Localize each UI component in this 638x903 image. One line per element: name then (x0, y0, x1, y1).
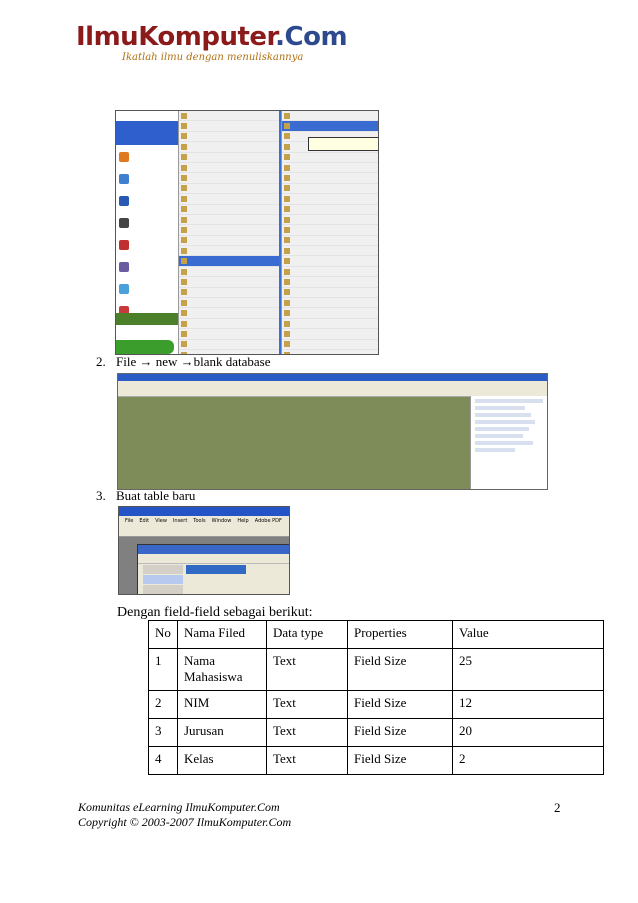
step-text: Buat table baru (116, 488, 196, 503)
menu-row (179, 173, 279, 183)
program-icon (284, 300, 290, 306)
menu-row (179, 256, 279, 266)
program-icon (181, 206, 187, 212)
menu-adobe-pdf: Adobe PDF (254, 518, 282, 524)
footer-community: Komunitas eLearning IlmuKomputer.Com (78, 800, 280, 814)
menu-row (282, 319, 379, 329)
cell-properties: Field Size (348, 719, 453, 747)
site-logo (76, 22, 347, 64)
header-value: Value (453, 621, 604, 649)
app-icon (119, 152, 129, 162)
cell-no: 1 (149, 649, 178, 691)
header-field-name: Nama Filed (178, 621, 267, 649)
program-icon (284, 352, 290, 355)
table-intro: Dengan field-field sebagai berikut: (117, 605, 313, 620)
program-icon (181, 154, 187, 160)
app-icon (119, 196, 129, 206)
cell-properties: Field Size (348, 691, 453, 719)
app-icon (119, 284, 129, 294)
table-row (149, 747, 604, 775)
cell-properties: Field Size (348, 747, 453, 775)
pinned-item (116, 213, 178, 233)
app-icon (119, 240, 129, 250)
menu-row (179, 111, 279, 121)
menu-row (282, 205, 379, 215)
start-menu-pinned-list (116, 145, 178, 313)
tables-object (143, 575, 183, 584)
cell-value: 2 (453, 747, 604, 775)
menu-row (179, 308, 279, 318)
footer-copyright: Copyright © 2003-2007 IlmuKomputer.Com (78, 815, 292, 829)
program-icon (284, 289, 290, 295)
program-icon (284, 331, 290, 337)
menu-row (179, 340, 279, 350)
all-programs-bar (116, 313, 178, 325)
menu-row (282, 298, 379, 308)
program-icon (181, 237, 187, 243)
queries-object (143, 585, 183, 594)
program-icon (284, 175, 290, 181)
menu-row (179, 142, 279, 152)
new-file-task-pane (470, 396, 547, 489)
step-3 (96, 488, 195, 503)
logo-tagline: Ikatlah ilmu dengan menuliskannya (122, 52, 304, 63)
menu-view: View (155, 518, 167, 524)
create-table-options (186, 565, 286, 595)
program-icon (181, 248, 187, 254)
menu-row (282, 184, 379, 194)
menu-row (179, 153, 279, 163)
header-data-type: Data type (267, 621, 348, 649)
program-icon (284, 185, 290, 191)
program-icon (284, 206, 290, 212)
program-icon (284, 341, 290, 347)
menu-row (282, 288, 379, 298)
program-icon (181, 279, 187, 285)
page-footer (78, 800, 291, 830)
programs-submenu (178, 111, 279, 354)
menu-row (179, 163, 279, 173)
option-row (186, 585, 286, 594)
menu-row (179, 246, 279, 256)
header-no: No (149, 621, 178, 649)
pinned-item (116, 279, 178, 299)
menu-tools: Tools (193, 518, 206, 524)
menu-window: Window (211, 518, 232, 524)
window-titlebar (118, 374, 547, 381)
cell-field-name: Jurusan (178, 719, 267, 747)
cell-field-name: Kelas (178, 747, 267, 775)
menu-row (282, 267, 379, 277)
pane-row (475, 448, 515, 452)
menu-row (179, 288, 279, 298)
menu-row (179, 225, 279, 235)
menu-row (282, 173, 379, 183)
cell-field-name: NIM (178, 691, 267, 719)
program-icon (181, 133, 187, 139)
menu-row (179, 132, 279, 142)
cell-data-type: Text (267, 747, 348, 775)
menu-file: File (125, 518, 134, 524)
pane-row (475, 427, 529, 431)
field-table (148, 620, 604, 775)
menu-row (179, 236, 279, 246)
step-number: 2. (96, 354, 106, 369)
program-icon (284, 217, 290, 223)
program-icon (284, 165, 290, 171)
step-number: 3. (96, 488, 106, 503)
cell-data-type: Text (267, 691, 348, 719)
menu-row (179, 215, 279, 225)
cell-no: 2 (149, 691, 178, 719)
pinned-item (116, 169, 178, 189)
program-icon (181, 185, 187, 191)
menu-row (179, 194, 279, 204)
app-icon (119, 262, 129, 272)
pinned-item (116, 235, 178, 255)
pane-row (475, 413, 531, 417)
program-icon (284, 248, 290, 254)
program-icon (284, 310, 290, 316)
menu-edit: Edit (139, 518, 150, 524)
menu-row (282, 340, 379, 350)
start-button-image (116, 340, 174, 354)
program-icon (181, 341, 187, 347)
program-icon (284, 154, 290, 160)
cell-data-type: Text (267, 649, 348, 691)
menu-row (282, 277, 379, 287)
logo-title-domain: .Com (275, 22, 348, 52)
logo-title-main: IlmuKomputer (76, 22, 276, 52)
program-icon (181, 258, 187, 264)
cell-value: 20 (453, 719, 604, 747)
program-icon (181, 196, 187, 202)
menu-row (282, 215, 379, 225)
program-icon (181, 175, 187, 181)
cell-no: 3 (149, 719, 178, 747)
start-menu-user-bar (116, 121, 178, 147)
program-icon (284, 227, 290, 233)
logo-title (76, 22, 347, 52)
menu-row (282, 111, 379, 121)
access-database-screenshot (118, 506, 290, 595)
menu-row (179, 277, 279, 287)
program-icon (284, 321, 290, 327)
pinned-item (116, 147, 178, 167)
menu-bar (119, 516, 289, 526)
program-icon (284, 269, 290, 275)
program-icon (284, 237, 290, 243)
program-icon (181, 217, 187, 223)
program-icon (284, 113, 290, 119)
menu-row (179, 121, 279, 131)
program-icon (181, 227, 187, 233)
menu-row (179, 267, 279, 277)
menu-row (179, 184, 279, 194)
pane-row (475, 434, 523, 438)
program-icon (284, 279, 290, 285)
program-icon (284, 258, 290, 264)
program-icon (181, 165, 187, 171)
app-icon (119, 218, 129, 228)
toolbar (119, 526, 289, 537)
program-icon (181, 144, 187, 150)
start-menu-screenshot (115, 110, 379, 355)
cell-no: 4 (149, 747, 178, 775)
menu-row (282, 350, 379, 355)
menu-row (282, 121, 379, 131)
program-icon (284, 144, 290, 150)
program-icon (181, 331, 187, 337)
program-icon (181, 289, 187, 295)
menu-help: Help (237, 518, 249, 524)
program-icon (181, 269, 187, 275)
menu-row (179, 329, 279, 339)
cell-value: 12 (453, 691, 604, 719)
table-header-row (149, 621, 604, 649)
access-window-screenshot (117, 373, 548, 490)
app-icon (119, 174, 129, 184)
program-icon (284, 133, 290, 139)
tooltip-box (308, 137, 379, 151)
pinned-item (116, 191, 178, 211)
cell-data-type: Text (267, 719, 348, 747)
program-icon (284, 123, 290, 129)
page-number: 2 (554, 800, 561, 815)
menu-insert: Insert (172, 518, 188, 524)
objects-sidebar (143, 565, 183, 595)
program-icon (181, 123, 187, 129)
objects-header (143, 565, 183, 574)
database-window (137, 544, 290, 595)
program-icon (181, 321, 187, 327)
menu-row (282, 308, 379, 318)
step-2 (96, 354, 271, 369)
menu-row (282, 246, 379, 256)
cell-properties: Field Size (348, 649, 453, 691)
menu-row (179, 298, 279, 308)
menu-row (282, 153, 379, 163)
pane-row (475, 441, 533, 445)
header-properties: Properties (348, 621, 453, 649)
option-row (186, 565, 246, 574)
menu-row (282, 256, 379, 266)
program-icon (181, 310, 187, 316)
program-icon (181, 113, 187, 119)
table-row (149, 649, 604, 691)
program-icon (181, 300, 187, 306)
cell-field-name: Nama Mahasiswa (178, 649, 267, 691)
cell-value: 25 (453, 649, 604, 691)
pinned-item (116, 257, 178, 277)
program-icon (284, 196, 290, 202)
menu-row (282, 329, 379, 339)
menu-row (179, 319, 279, 329)
table-row (149, 691, 604, 719)
step-text: File → new →blank database (116, 354, 271, 369)
database-titlebar (138, 545, 290, 554)
table-row (149, 719, 604, 747)
window-titlebar (119, 507, 289, 516)
menu-row (282, 236, 379, 246)
menu-row (282, 225, 379, 235)
option-row (186, 575, 286, 584)
menu-row (179, 205, 279, 215)
menu-row (282, 163, 379, 173)
database-toolbar (138, 554, 290, 564)
pane-row (475, 406, 525, 410)
pane-row (475, 420, 535, 424)
pane-row (475, 399, 543, 403)
menu-row (282, 194, 379, 204)
